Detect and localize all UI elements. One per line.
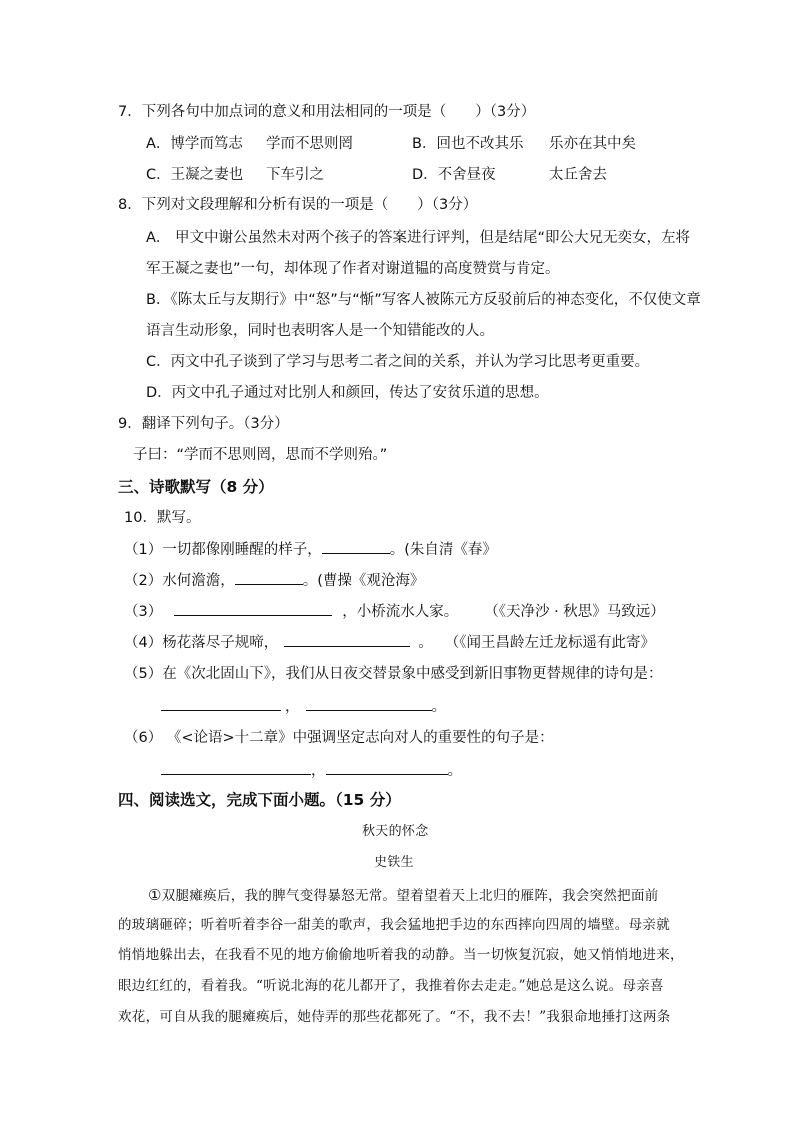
answer-blank[interactable] bbox=[284, 632, 410, 647]
q7-option-d2: 太丘舍去 bbox=[549, 167, 607, 183]
recite-item-5-prompt: （5）在《次北固山下》，我们从日夜交替景象中感受到新旧事物更替规律的诗句是： bbox=[124, 666, 663, 682]
passage-line-4: 眼边红红的，看着我。“听说北海的花儿都开了，我推着你去走走。”她总是这么说。母亲喜 bbox=[118, 978, 664, 994]
recite-item-4-source: （《闻王昌龄左迁龙标遥有此寄》 bbox=[444, 635, 655, 651]
q9-sentence: 子曰：“学而不思则罔，思而不学则殆。” bbox=[133, 447, 388, 463]
paragraph-number: ① bbox=[148, 886, 162, 904]
recite-item-3-source: （《天净沙 · 秋思》马致远） bbox=[484, 604, 665, 620]
q10-stem: 10．默写。 bbox=[124, 510, 201, 526]
answer-blank[interactable] bbox=[322, 539, 390, 554]
passage-line-5: 欢花，可自从我的腿瘫痪后，她侍弄的那些花都死了。“不，我不去！”我狠命地捶打这两条 bbox=[118, 1009, 671, 1025]
recite-item-2 bbox=[124, 570, 424, 591]
answer-blank[interactable] bbox=[306, 696, 432, 711]
answer-blank[interactable] bbox=[161, 760, 311, 775]
q7-option-c1: C．王凝之妻也 bbox=[146, 167, 244, 183]
recite-item-2-source: 。(曹操《观沧海》 bbox=[302, 573, 425, 589]
passage-author: 史铁生 bbox=[374, 855, 414, 870]
recite-item-4-end: 。 bbox=[418, 635, 433, 651]
recite-item-4-text: （4）杨花落尽子规啼， bbox=[124, 635, 279, 651]
answer-blank[interactable] bbox=[161, 696, 281, 711]
recite-item-3 bbox=[124, 601, 665, 622]
recite-item-6-prompt: （6） 《<论语>十二章》中强调坚定志向对人的重要性的句子是： bbox=[124, 730, 554, 746]
recite-item-4 bbox=[124, 632, 655, 653]
q9-stem: 9．翻译下列句子。（3分） bbox=[118, 416, 289, 432]
passage-line-2: 的玻璃砸碎；听着听着李谷一甜美的歌声，我会猛地把手边的东西摔向四周的墙壁。母亲就 bbox=[118, 917, 670, 933]
recite-item-2-text: （2）水何澹澹， bbox=[124, 573, 235, 589]
q8-option-b-line1: B．《陈太丘与友期行》中“怒”与“惭”写客人被陈元方反驳前后的神态变化，不仅使文章 bbox=[146, 292, 701, 308]
q8-option-a-line1: A． 甲文中谢公虽然未对两个孩子的答案进行评判，但是结尾“即公大兄无奕女，左将 bbox=[146, 230, 691, 246]
q8-option-b-line2: 语言生动形象，同时也表明客人是一个知错能改的人。 bbox=[146, 323, 494, 339]
passage-line-1 bbox=[148, 885, 659, 906]
q7-option-a1: A．博学而笃志 bbox=[146, 136, 243, 152]
recite-item-5-answer bbox=[161, 696, 446, 717]
recite-item-6-sep: ， bbox=[311, 763, 326, 779]
passage-line-3: 悄悄地躲出去，在我看不见的地方偷偷地听着我的动静。当一切恢复沉寂，她又悄悄地进来， bbox=[118, 947, 684, 963]
recite-item-1 bbox=[124, 539, 497, 560]
recite-item-3-text: ，小桥流水人家。 bbox=[342, 604, 459, 620]
q8-option-d: D．丙文中孔子通过对比别人和颜回，传达了安贫乐道的思想。 bbox=[146, 385, 549, 401]
q7-option-b1: B．回也不改其乐 bbox=[412, 136, 524, 152]
section3-heading: 三、诗歌默写（8 分） bbox=[118, 478, 274, 496]
recite-item-5-sep: ， bbox=[285, 699, 300, 715]
q7-option-c2: 下车引之 bbox=[266, 167, 324, 183]
q8-option-a-line2: 军王凝之妻也”一句，却体现了作者对谢道韫的高度赞赏与肯定。 bbox=[146, 261, 560, 277]
answer-blank[interactable] bbox=[174, 601, 332, 616]
recite-item-1-text: （1）一切都像刚睡醒的样子， bbox=[124, 542, 322, 558]
answer-blank[interactable] bbox=[235, 570, 303, 585]
recite-item-6-answer bbox=[161, 760, 462, 781]
recite-item-6-end: 。 bbox=[447, 763, 462, 779]
passage-title: 秋天的怀念 bbox=[362, 824, 429, 839]
section4-heading: 四、阅读选文，完成下面小题。（15 分） bbox=[118, 791, 401, 809]
q7-option-d1: D．不舍昼夜 bbox=[412, 167, 496, 183]
q8-option-c: C．丙文中孔子谈到了学习与思考二者之间的关系，并认为学习比思考更重要。 bbox=[146, 354, 650, 370]
recite-item-5-end: 。 bbox=[431, 699, 446, 715]
recite-item-1-source: 。(朱自清《春》 bbox=[389, 542, 497, 558]
answer-blank[interactable] bbox=[326, 760, 448, 775]
recite-item-3-num: （3） bbox=[124, 604, 163, 620]
passage-text: 双腿瘫痪后，我的脾气变得暴怒无常。望着望着天上北归的雁阵，我会突然把面前 bbox=[161, 888, 659, 904]
q7-option-b2: 乐亦在其中矣 bbox=[549, 136, 636, 152]
q7-stem: 7．下列各句中加点词的意义和用法相同的一项是（ ）（3分） bbox=[118, 104, 536, 120]
q7-option-a2: 学而不思则罔 bbox=[266, 136, 353, 152]
q8-stem: 8．下列对文段理解和分析有误的一项是（ ）（3分） bbox=[118, 197, 478, 213]
